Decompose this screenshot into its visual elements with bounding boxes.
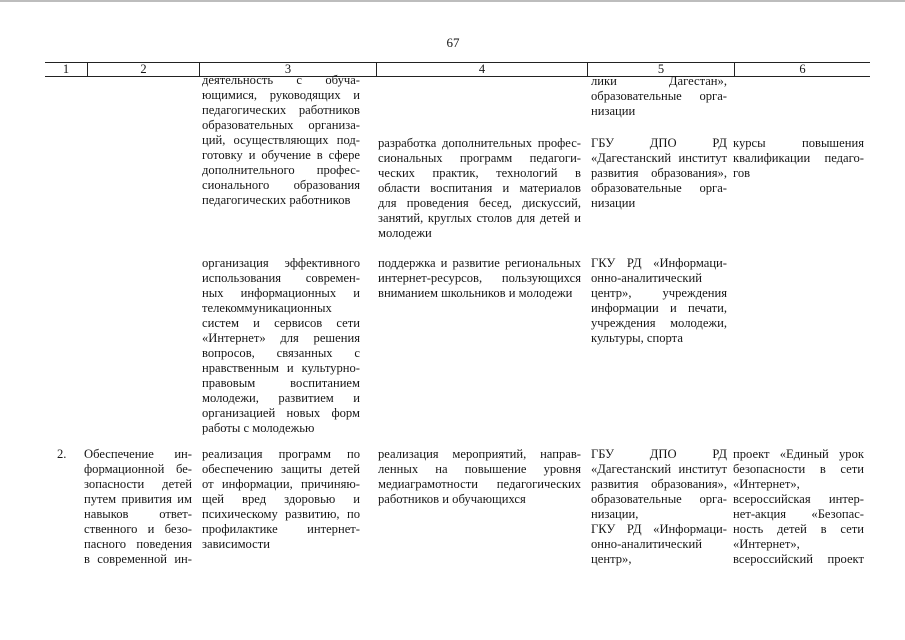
row-a-col4-cell (378, 136, 581, 241)
text-line: ГКУ РД «Информаци- (591, 522, 727, 536)
text-line: педагогических работников (202, 103, 360, 117)
text-line: развития образования», (591, 166, 727, 180)
row-2-col6-b-cell (733, 492, 864, 552)
text-line: навыков ответ- (84, 507, 192, 521)
text-line: низации, (591, 507, 639, 521)
row-2-col2-cell (84, 447, 192, 567)
row-b-col4-cell (378, 256, 581, 301)
row-number: 2. (57, 447, 67, 461)
text-line: организация эффективного (202, 256, 360, 270)
text-line: работников и обучающихся (378, 492, 526, 506)
text-line: ность детей в сети (733, 522, 864, 536)
text-line: использования современ- (202, 271, 360, 285)
text-line: молодежи, развитием и (202, 391, 360, 405)
text-line: работы с молодежью (202, 421, 315, 435)
text-line: формационной бе- (84, 462, 192, 476)
text-line: от информации, причиняю- (202, 477, 360, 491)
row-2-col3-cell (202, 447, 360, 552)
text-line: образовательных организа- (202, 118, 360, 132)
row-2-col6-c-cell (733, 552, 864, 567)
text-line: организацией новых форм (202, 406, 360, 420)
text-line: проект «Единый урок (733, 447, 864, 461)
row-2-col4-cell (378, 447, 581, 507)
text-line: учреждения молодежи, (591, 316, 727, 330)
text-line: деятельность с обуча- (202, 73, 360, 87)
text-line: Обеспечение ин- (84, 447, 192, 461)
row-b-col5-cell (591, 256, 727, 346)
text-line: ГБУ ДПО РД (591, 136, 727, 150)
text-line: «Дагестанский институт (591, 462, 727, 476)
text-line: «Дагестанский институт (591, 151, 727, 165)
text-line: информации и печати, (591, 301, 727, 315)
row-a-col3-cell (202, 73, 360, 208)
text-line: для проведения бесед, дискуссий, (378, 196, 581, 210)
text-line: вопросов, связанных с (202, 346, 360, 360)
text-line: дополнительного профес- (202, 163, 360, 177)
column-number-6: 6 (799, 62, 806, 76)
text-line: развития образования», (591, 477, 727, 491)
text-line: молодежи (378, 226, 432, 240)
row-2-col6-a-cell (733, 447, 864, 492)
text-line: щей вред здоровью и (202, 492, 360, 506)
column-number-5: 5 (588, 63, 735, 76)
text-line: лики Дагестан», (591, 74, 727, 88)
text-line: занятий, круглых столов для детей и (378, 211, 581, 225)
text-line: курсы повышения (733, 136, 864, 150)
text-line: ющимися, руководящих и (202, 88, 360, 102)
text-line: онно-аналитический (591, 537, 702, 551)
row-a-col6-cell (733, 136, 864, 181)
text-line: «Интернет», (733, 537, 800, 551)
text-line: «Интернет», (733, 477, 800, 491)
text-line: телекоммуникационных (202, 301, 332, 315)
text-line: образовательные орга- (591, 89, 727, 103)
text-line: зопасности детей (84, 477, 192, 491)
text-line: медиаграмотности педагогических (378, 477, 581, 491)
text-line: онно-аналитический (591, 271, 702, 285)
text-line: педагогических работников (202, 193, 351, 207)
text-line: нравственным и культурно- (202, 361, 360, 375)
text-line: психическому развитию, по (202, 507, 360, 521)
text-line: области воспитания и материалов (378, 181, 581, 195)
text-line: интернет-ресурсов, пользующихся (378, 271, 581, 285)
text-line: сиональных программ педагоги- (378, 151, 581, 165)
text-line: реализация мероприятий, направ- (378, 447, 581, 461)
text-line: разработка дополнительных профес- (378, 136, 581, 150)
text-line: ГКУ РД «Информаци- (591, 256, 727, 270)
text-line: пасного поведения (84, 537, 192, 551)
row-b-col3-cell (202, 256, 360, 436)
text-line: гов (733, 166, 751, 180)
text-line: сионального образования (202, 178, 360, 192)
text-line: ческих практик, технологий в (378, 166, 581, 180)
text-line: образовательные орга- (591, 181, 727, 195)
text-line: квалификации педаго- (733, 151, 864, 165)
text-line: нет-акция «Безопас- (733, 507, 864, 521)
row-a-col5-top-cell (591, 74, 727, 119)
column-number-2: 2 (88, 63, 200, 76)
table-header-row (45, 62, 870, 77)
text-line: низации (591, 196, 636, 210)
text-line: путем привития им (84, 492, 192, 506)
text-line: образовательные орга- (591, 492, 727, 506)
text-line: ленных на повышение уровня (378, 462, 581, 476)
column-number-1: 1 (45, 63, 88, 76)
text-line: «Интернет» для решения (202, 331, 360, 345)
text-line: всероссийская интер- (733, 492, 864, 506)
text-line: обеспечению защиты детей (202, 462, 360, 476)
text-line: правовым воспитанием (202, 376, 360, 390)
row-2-col5-a-cell (591, 447, 727, 522)
text-line: центр», (591, 552, 632, 566)
column-number-4: 4 (377, 63, 588, 76)
row-a-col5-cell (591, 136, 727, 211)
text-line: в современной ин- (84, 552, 192, 566)
text-line: центр», учреждения (591, 286, 727, 300)
text-line: низации (591, 104, 636, 118)
column-number-3: 3 (200, 63, 377, 76)
row-2-col5-b-cell (591, 522, 727, 567)
page-number: 67 (446, 35, 460, 50)
scan-edge (0, 0, 905, 2)
text-line: всероссийский проект (733, 552, 864, 566)
text-line: вниманием школьников и молодежи (378, 286, 573, 300)
text-line: ций, осуществляющих под- (202, 133, 360, 147)
text-line: систем и сервисов сети (202, 316, 360, 330)
text-line: профилактике интернет- (202, 522, 360, 536)
text-line: безопасности в сети (733, 462, 864, 476)
text-line: культуры, спорта (591, 331, 683, 345)
text-line: реализация программ по (202, 447, 360, 461)
text-line: ственного и безо- (84, 522, 192, 536)
text-line: ГБУ ДПО РД (591, 447, 727, 461)
text-line: зависимости (202, 537, 270, 551)
text-line: поддержка и развитие региональных (378, 256, 581, 270)
text-line: готовку и обучение в сфере (202, 148, 360, 162)
text-line: ных информационных и (202, 286, 360, 300)
